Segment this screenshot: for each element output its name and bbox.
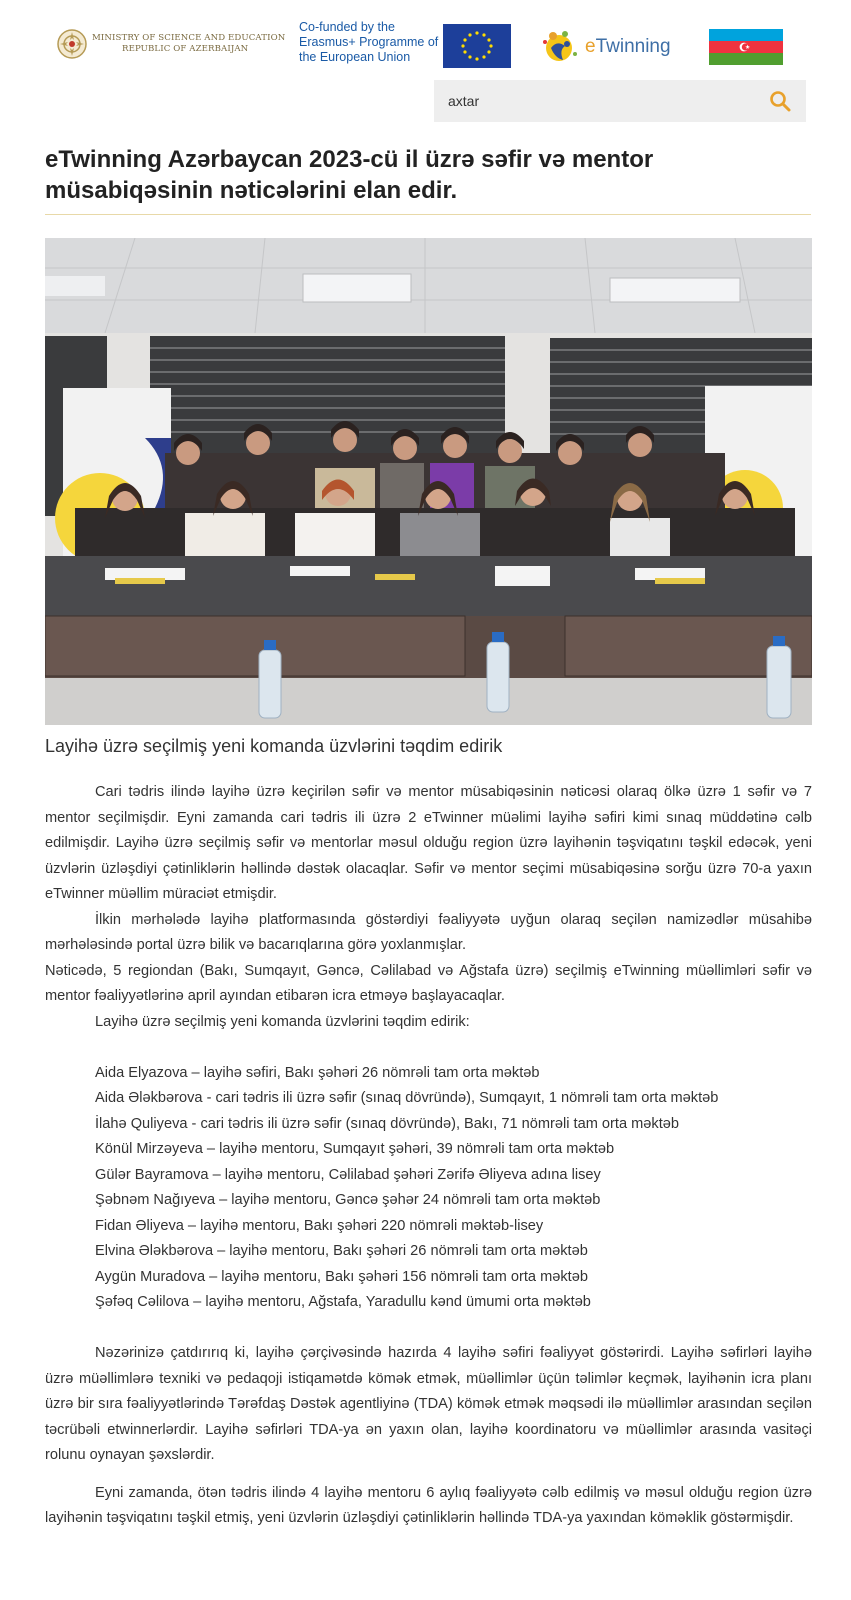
- list-item: Elvina Ələkbərova – layihə mentoru, Bakı şəhəri 26 nömrəli tam orta məktəb: [95, 1243, 588, 1259]
- erasmus-logo[interactable]: [299, 20, 511, 68]
- etwinning-wordmark-prefix: e: [585, 36, 596, 57]
- list-item: Şəbnəm Nağıyeva – layihə mentoru, Gəncə şəhər 24 nömrəli tam orta məktəb: [95, 1192, 601, 1208]
- etwinning-wordmark-rest: Twinning: [595, 36, 671, 57]
- list-item: Aygün Muradova – layihə mentoru, Bakı şəhəri 156 nömrəli tam orta məktəb: [95, 1268, 588, 1285]
- etwinning-wordmark: [585, 36, 671, 58]
- list-item: Könül Mirzəyeva – layihə mentoru, Sumqayıt şəhəri, 39 nömrəli tam orta məktəb: [95, 1141, 615, 1157]
- search-input[interactable]: [434, 80, 754, 122]
- title-divider: [45, 214, 811, 215]
- article-paragraph: İlkin mərhələdə layihə platformasında göstərdiyi fəaliyyətə uyğun olaraq seçilən namizədlər müsahibə mərhələsində portal üzrə bilik və bacarıqlarına görə yoxlanmışlar.: [45, 911, 812, 953]
- list-item: İlahə Quliyeva - cari tədris ili üzrə səfir (sınaq dövründə), Bakı, 71 nömrəli tam orta məktəb: [95, 1115, 679, 1132]
- article-title: eTwinning Azərbaycan 2023-cü il üzrə səfir və mentor müsabiqəsinin nəticələrini elan edir.: [45, 146, 654, 204]
- ministry-line1: MINISTRY OF SCIENCE AND EDUCATION: [92, 33, 286, 43]
- members-list: [45, 1061, 812, 1316]
- ministry-emblem-icon: [56, 28, 88, 60]
- azerbaijan-flag-icon: [709, 29, 783, 65]
- article-paragraph: Eyni zamanda, ötən tədris ilində 4 layihə mentoru 6 aylıq fəaliyyətə cəlb edilmiş və məsul olduğu region üzrə layihənin təşviqatını təşkil etmiş, yeni üzvlərin üzləşdiyi çətinliklərin həllində TDA-ya yaxından köməklik göstərmişdir.: [45, 1484, 812, 1526]
- list-item: Aida Elyazova – layihə səfiri, Bakı şəhəri 26 nömrəli tam orta məktəb: [95, 1064, 540, 1081]
- ministry-line2: REPUBLIC OF AZERBAIJAN: [122, 44, 249, 54]
- article-paragraph: Layihə üzrə seçilmiş yeni komanda üzvlərini təqdim edirik:: [95, 1013, 470, 1030]
- article-paragraph: Nəticədə, 5 regiondan (Bakı, Sumqayıt, Gəncə, Cəlilabad və Ağstafa üzrə) seçilmiş eTwinning müəllimləri səfir və mentor fəaliyyətlərinə april ayından etibarən icra etməyə başlayacaqlar.: [45, 962, 812, 1004]
- list-item: Aida Ələkbərova - cari tədris ili üzrə səfir (sınaq dövründə), Sumqayıt, 1 nömrəli tam orta məktəb: [95, 1090, 719, 1106]
- list-item: Gülər Bayramova – layihə mentoru, Cəlilabad şəhəri Zərifə Əliyeva adına lisey: [95, 1166, 601, 1183]
- search-bar: [434, 80, 806, 122]
- eu-flag-icon: [443, 24, 511, 68]
- article-subtitle: Layihə üzrə seçilmiş yeni komanda üzvlərini təqdim edirik: [45, 736, 503, 756]
- list-item: Şəfəq Cəlilova – layihə mentoru, Ağstafa, Yaradullu kənd ümumi orta məktəb: [95, 1294, 591, 1310]
- list-item: Fidan Əliyeva – layihə mentoru, Bakı şəhəri 220 nömrəli məktəb-lisey: [95, 1217, 544, 1234]
- erasmus-text: Co-funded by the Erasmus+ Programme of the European Union: [299, 20, 439, 64]
- site-header: [0, 0, 851, 80]
- article-paragraph: Cari tədris ilində layihə üzrə keçirilən səfir və mentor müsabiqəsinin nəticəsi olaraq ölkə üzrə 1 səfir və 7 mentor seçilmişdir. Eyni zamanda cari tədris ili üzrə 2 eTwinner müəlimi layihə səfiri kimi sınaq müddətinə cəlb edilmişdir. Layihə üzrə seçilmiş səfir və mentorlar məsul olduğu region üzrə layihənin təşviqatını təşkil edəcək, yeni üzvlərin üzləşdiyi çətinliklərin həllində dəstək olacaqlar. Səfir və mentor seçimi müsabiqəsinə sorğu üzrə 70-a yaxın eTwinner müəllim müraciət etmişdir.: [45, 784, 812, 902]
- article-body: [45, 780, 812, 1532]
- search-icon[interactable]: [768, 89, 792, 113]
- etwinning-logo[interactable]: [537, 24, 671, 70]
- article-paragraph: Nəzərinizə çatdırırıq ki, layihə çərçivəsində hazırda 4 layihə səfiri fəaliyyət göstərirdi. Layihə səfirləri layihə üzrə müəllimlərə texniki və pedaqoji istiqamətdə kömək etmək, müəllimlər üçün təlimlər keçmək, layihənin icra planı üzrə bir sıra fəaliyyətlərində Tərəfdaş Dəstək agentliyinə (TDA) kömək etmək məqsədi ilə müəllimlər arasından seçilən təcrübəli etwinnerlərdir. Layihə səfirləri TDA-ya ən yaxın olan, layihə koordinatoru və müəllimlər arasında vasitəçi rolunu oynayan şəxslərdir.: [45, 1345, 812, 1463]
- ministry-name: [92, 33, 285, 55]
- etwinning-logo-icon: [537, 24, 587, 70]
- ministry-logo[interactable]: [56, 28, 285, 60]
- article-photo: [45, 238, 812, 725]
